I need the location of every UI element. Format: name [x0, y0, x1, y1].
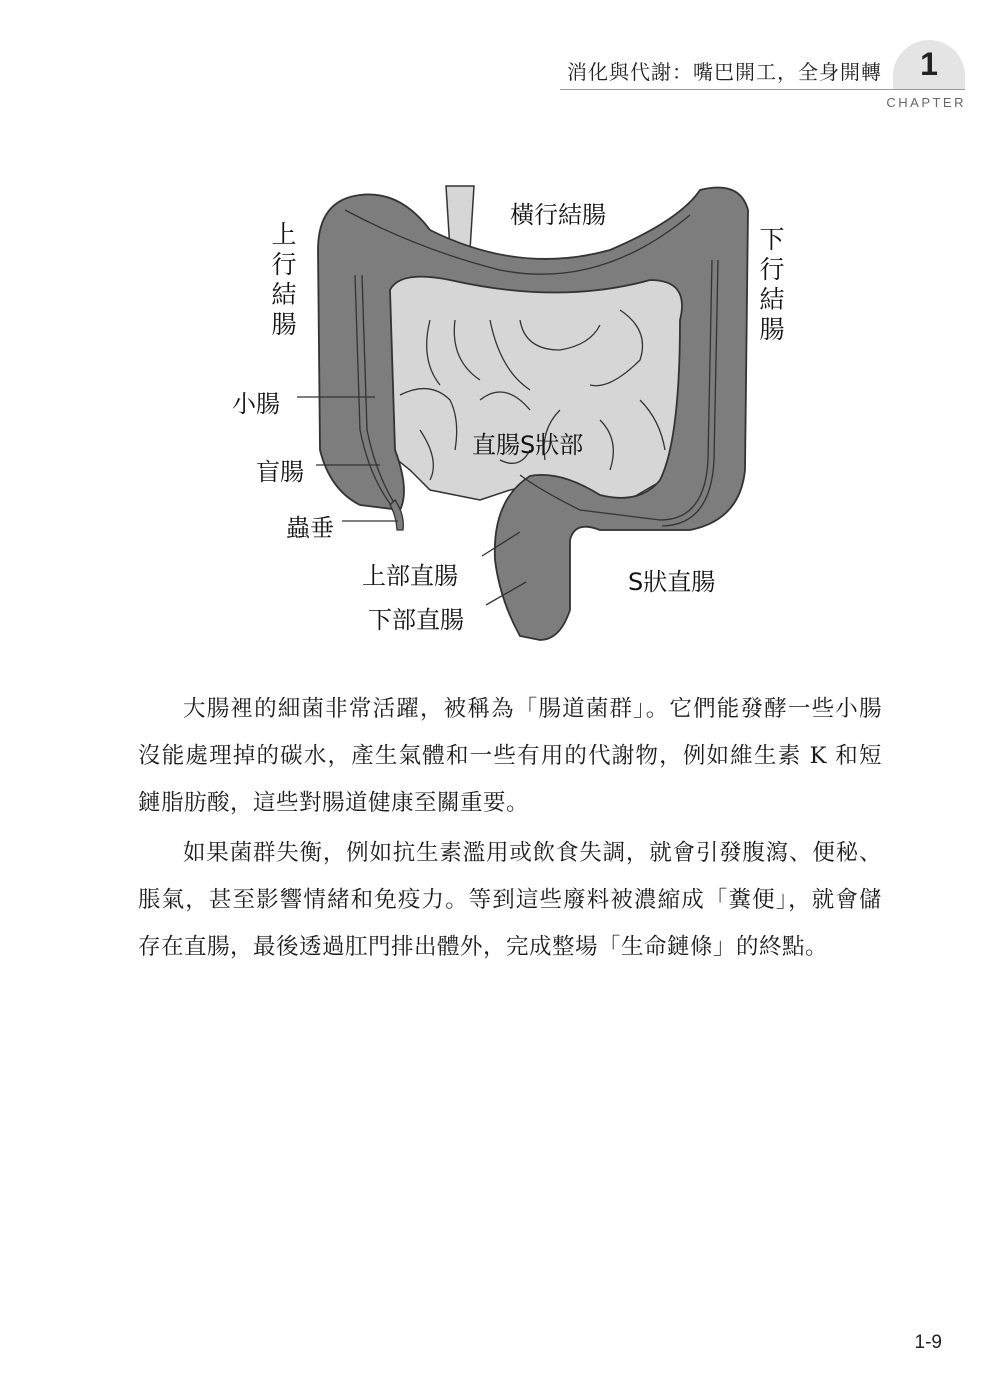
label-rectosigmoid: 直腸S狀部 [472, 431, 584, 459]
label-small-intestine: 小腸 [232, 390, 280, 418]
label-lower-rectum: 下部直腸 [368, 606, 464, 634]
running-title: 消化與代謝：嘴巴開工，全身開轉 [567, 60, 882, 84]
body-paragraph-1: 大腸裡的細菌非常活躍，被稱為「腸道菌群」。它們能發酵一些小腸沒能處理掉的碳水，產生氣體和一些有用的代謝物，例如維生素 K 和短鏈脂肪酸，這些對腸道健康至關重要。 [138, 696, 882, 816]
chapter-label: CHAPTER [886, 95, 966, 110]
label-appendix: 蟲垂 [286, 514, 334, 542]
label-upper-rectum: 上部直腸 [362, 562, 458, 590]
label-ascending-colon: 上行結腸 [271, 220, 297, 339]
chapter-number: 1 [920, 46, 938, 82]
large-intestine-diagram [0, 0, 1000, 680]
small-intestine-shape [380, 270, 690, 505]
label-descending-colon: 下行結腸 [759, 225, 785, 344]
body-paragraph-2: 如果菌群失衡，例如抗生素濫用或飲食失調，就會引發腹瀉、便秘、脹氣，甚至影響情緒和免疫力。等到這些廢料被濃縮成「糞便」，就會儲存在直腸，最後透過肛門排出體外，完成整場「生命鏈條」的終點。 [138, 840, 882, 960]
intestine-illustration [0, 0, 1000, 680]
label-cecum: 盲腸 [256, 458, 304, 486]
label-sigmoid-colon: S狀直腸 [628, 568, 716, 596]
page-number: 1-9 [914, 1332, 942, 1353]
label-transverse-colon: 橫行結腸 [510, 201, 606, 229]
